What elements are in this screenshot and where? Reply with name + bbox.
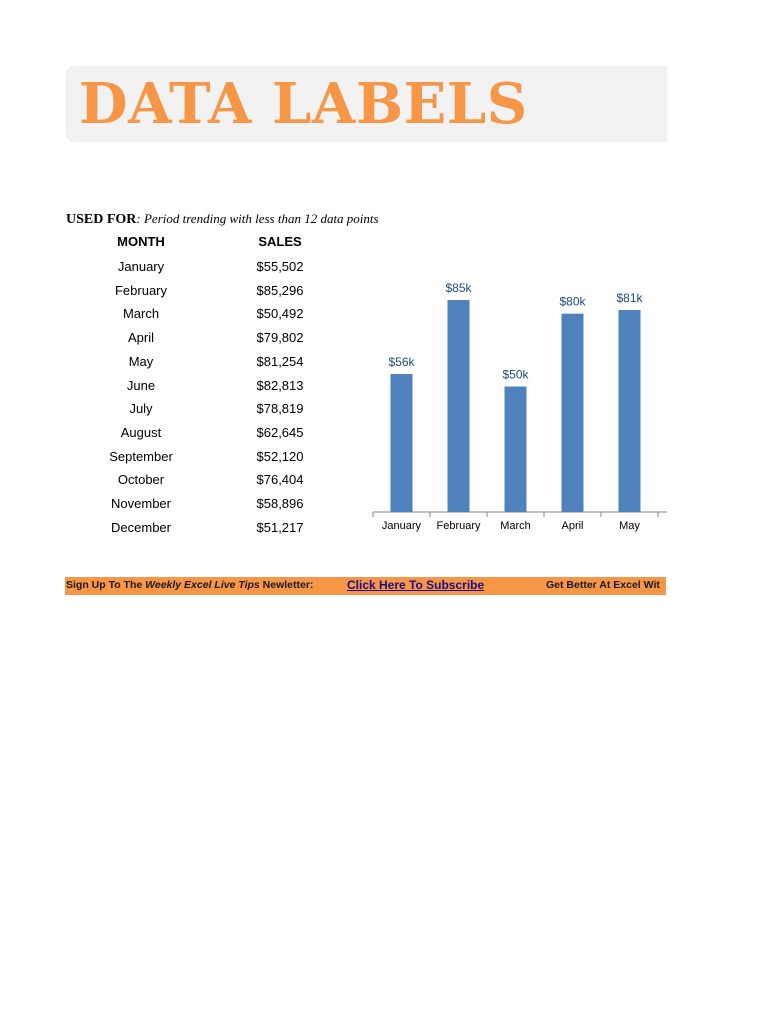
month-cell: August [120, 424, 162, 440]
sales-cell: $51,217 [256, 519, 304, 535]
x-tick-label: May [619, 520, 640, 532]
data-label: $80k [559, 294, 586, 309]
month-cell: September [109, 448, 173, 464]
month-cell: April [127, 330, 154, 346]
month-header: MONTH [117, 234, 165, 249]
used-for-label: USED FOR [66, 212, 137, 227]
used-for-line [66, 211, 379, 228]
used-for-description: : Period trending with less than 12 data points [136, 211, 379, 226]
data-label: $85k [445, 281, 472, 295]
page-title: DATA LABELS [79, 71, 528, 137]
sales-header: SALES [258, 234, 302, 249]
sales-cell: $52,120 [256, 448, 304, 464]
get-better-text: Get Better At Excel Wit [546, 579, 660, 591]
sales-cell: $85,296 [256, 282, 304, 298]
bar [391, 374, 413, 512]
sales-cell: $78,819 [256, 401, 304, 417]
month-cell: March [122, 306, 160, 322]
x-tick-label: January [381, 520, 422, 532]
data-label: $56k [388, 355, 415, 370]
signup-emphasis: Weekly Excel Live Tips [145, 579, 260, 591]
x-tick-label: March [500, 520, 531, 532]
signup-prefix: Sign Up To The [66, 579, 146, 591]
subscribe-link[interactable]: Click Here To Subscribe [347, 578, 485, 592]
month-cell: February [114, 282, 168, 298]
title-banner [65, 66, 667, 142]
bar [505, 387, 527, 512]
sales-cell: $82,813 [256, 377, 304, 393]
month-cell: May [128, 353, 154, 369]
newsletter-banner [65, 577, 666, 595]
month-cell: July [129, 401, 153, 417]
month-cell: June [126, 377, 156, 393]
sales-cell: $50,492 [256, 306, 304, 322]
signup-suffix: Newletter: [259, 579, 314, 591]
bar [619, 310, 641, 512]
sales-cell: $58,896 [256, 496, 304, 511]
sales-cell: $76,404 [256, 472, 304, 488]
data-label: $50k [502, 367, 529, 382]
sales-cell: $81,254 [256, 353, 304, 369]
sales-cell: $55,502 [256, 259, 304, 274]
newsletter-signup-text [66, 579, 313, 591]
sales-bar-chart [360, 270, 670, 540]
sales-cell: $62,645 [256, 424, 304, 440]
month-cell: December [111, 519, 171, 535]
month-cell: November [111, 496, 171, 511]
month-cell: January [117, 259, 165, 274]
bar [448, 300, 470, 512]
x-tick-label: February [436, 520, 481, 532]
month-cell: October [117, 472, 165, 488]
bar [562, 314, 584, 512]
data-label: $81k [616, 291, 643, 306]
sales-cell: $79,802 [256, 330, 304, 346]
x-tick-label: April [561, 520, 584, 532]
